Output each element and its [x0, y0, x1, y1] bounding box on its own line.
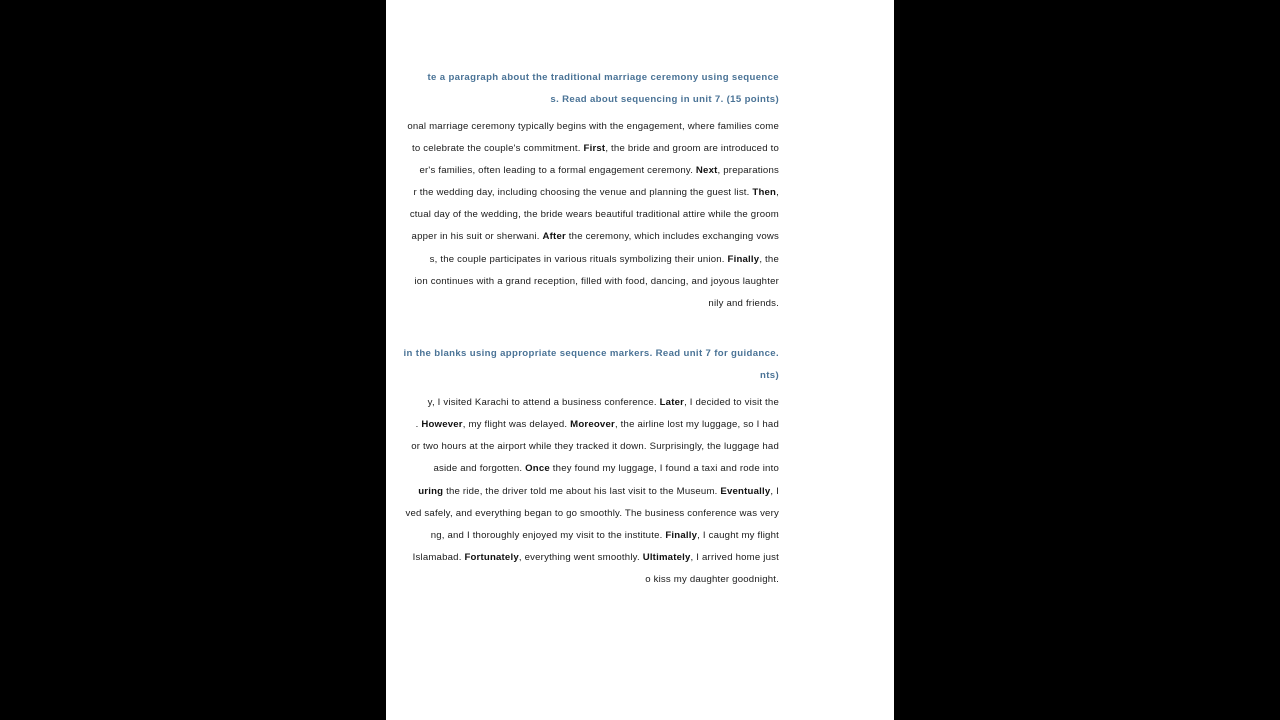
- paragraph-line: aside and forgotten. Once they found my luggage, I found a taxi and rode into: [433, 463, 779, 474]
- sequence-marker: First: [583, 143, 606, 154]
- sequence-marker: Eventually: [720, 486, 771, 497]
- section1-heading-line-1: te a paragraph about the traditional marriage ceremony using sequence: [427, 72, 779, 83]
- paragraph-line: ved safely, and everything began to go smoothly. The business conference was very: [405, 508, 779, 519]
- paragraph-line: y, I visited Karachi to attend a business conference. Later, I decided to visit the: [427, 397, 779, 408]
- paragraph-line: uring the ride, the driver told me about his last visit to the Museum. Eventually, I: [418, 486, 779, 497]
- sequence-marker: Ultimately: [642, 552, 691, 563]
- section2-heading-line-1: in the blanks using appropriate sequence markers. Read unit 7 for guidance.: [403, 348, 779, 359]
- paragraph-line: ion continues with a grand reception, filled with food, dancing, and joyous laughter: [414, 276, 779, 287]
- sequence-marker: Moreover: [570, 419, 615, 430]
- sequence-marker: Once: [525, 463, 550, 474]
- sequence-marker: Finally: [727, 254, 760, 265]
- sequence-marker: Fortunately: [464, 552, 519, 563]
- paragraph-line: . However, my flight was delayed. Moreover, the airline lost my luggage, so I had: [415, 419, 779, 430]
- sequence-marker: After: [542, 231, 566, 242]
- paragraph-line: nily and friends.: [708, 298, 779, 309]
- paragraph-line: to celebrate the couple's commitment. First, the bride and groom are introduced to: [411, 143, 779, 154]
- paragraph-line: onal marriage ceremony typically begins with the engagement, where families come: [407, 121, 779, 132]
- sequence-marker: Next: [695, 165, 718, 176]
- document-page[interactable]: [386, 0, 894, 720]
- paragraph-line: ctual day of the wedding, the bride wears beautiful traditional attire while the groom: [409, 209, 779, 220]
- paragraph-line: s, the couple participates in various rituals symbolizing their union. Finally, the: [429, 254, 779, 265]
- paragraph-line: or two hours at the airport while they tracked it down. Surprisingly, the luggage had: [411, 441, 779, 452]
- paragraph-line: r the wedding day, including choosing the venue and planning the guest list. Then,: [413, 187, 779, 198]
- section2-heading-line-2: nts): [760, 370, 779, 381]
- sequence-marker: Then: [752, 187, 777, 198]
- paragraph-line: Islamabad. Fortunately, everything went smoothly. Ultimately, I arrived home just: [412, 552, 779, 563]
- paragraph-line: o kiss my daughter goodnight.: [645, 574, 779, 585]
- paragraph-line: er's families, often leading to a formal engagement ceremony. Next, preparations: [419, 165, 779, 176]
- sequence-marker: However: [421, 419, 463, 430]
- section1-heading-line-2: s. Read about sequencing in unit 7. (15 points): [550, 94, 779, 105]
- sequence-marker: Later: [659, 397, 685, 408]
- sequence-marker: uring: [418, 486, 444, 497]
- paragraph-line: ng, and I thoroughly enjoyed my visit to the institute. Finally, I caught my flight: [430, 530, 779, 541]
- sequence-marker: Finally: [665, 530, 698, 541]
- paragraph-line: apper in his suit or sherwani. After the ceremony, which includes exchanging vows: [411, 231, 779, 242]
